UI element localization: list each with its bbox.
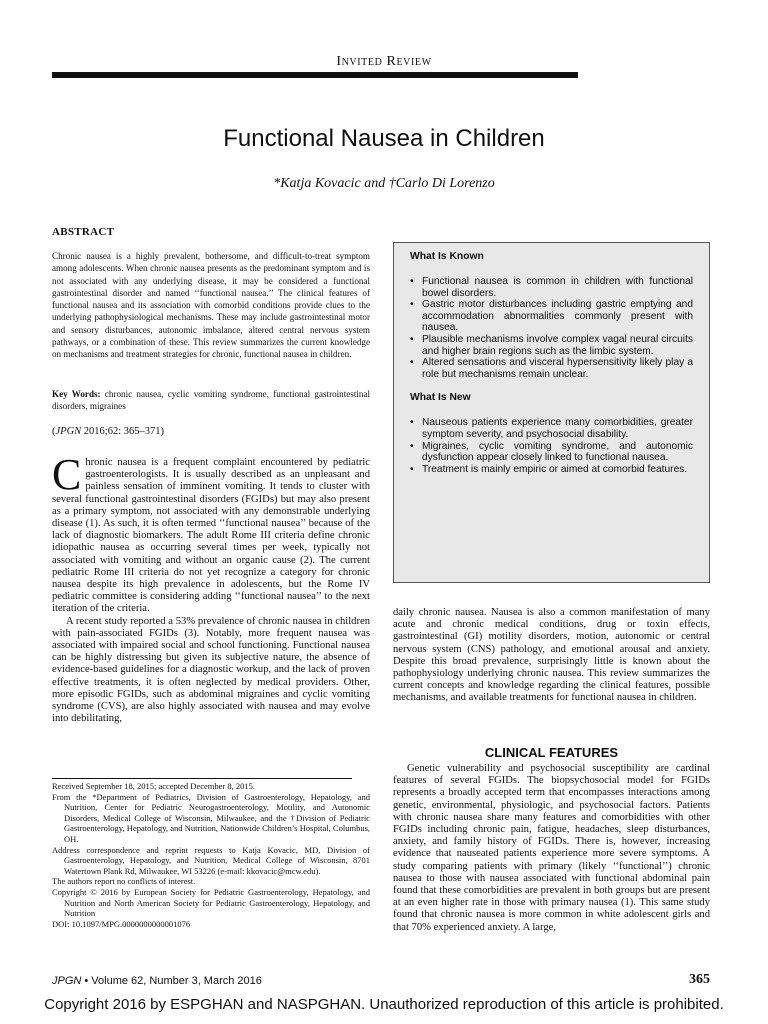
what-is-new-heading: What Is New (410, 392, 471, 404)
abstract-body: Chronic nausea is a highly prevalent, bothersome, and difficult-to-treat symptom among adolescents. When chronic nausea presents as the predominant symptom and is not associated with any underlying disease, it may be considered a functional gastrointestinal disorder and named ‘‘functional nausea.’’ The clinical features of functional nausea and its association with comorbid conditions provide clues to the underlying pathophysiological mechanisms. These may include gastrointestinal motor and sensory disturbances, autonomic imbalance, altered central nervous system pathways, or a combination of these. This review summarizes the current knowledge on mechanisms and treatment strategies for chronic, functional nausea in children. (52, 251, 370, 360)
footnote-received: Received September 18, 2015; accepted December 8, 2015. (52, 781, 255, 791)
list-item: • Functional nausea is common in children with functional bowel disorders. (410, 276, 693, 299)
keywords-text: chronic nausea, cyclic vomiting syndrome, functional gastrointestinal disorders, migraines (52, 389, 370, 412)
intro-paragraph (52, 450, 370, 616)
list-item: • Gastric motor disturbances including gastric emptying and accommodation abnormalities commonly present with nausea. (410, 299, 693, 334)
header-rule (52, 72, 578, 78)
list-item: • Migraines, cyclic vomiting syndrome, and autonomic dysfunction appear closely linked to functional nausea. (410, 441, 693, 464)
body-right-paragraph: daily chronic nausea. Nausea is also a common manifestation of many acute and chronic medical conditions, drug or toxin effects, gastrointestinal (GI) motility disorders, motion, autonomic or central nervous system (CNS) pathology, and emotional arousal and anxiety. Despite this broad prevalence, surprisingly little is known about the pathophysiology underlying chronic nausea. This review summarizes the current concepts and knowledge regarding the clinical features, possible mechanisms, and available treatments for functional nausea in children. (393, 607, 710, 704)
second-paragraph: A recent study reported a 53% prevalence of chronic nausea in children with pain-associated FGIDs (3). Notably, more frequent nausea was associated with impaired social and school functioning. Functional nausea can be highly distressing but given its subjective nature, the absence of evidence-based guidelines for a diagnostic workup, and the lack of proven effective treatments, it is often neglected by medical providers. Other, more episodic FGIDs, such as abdominal migraines and cyclic vomiting syndrome (CVS), are also highly associated with nausea and may evolve into debilitating, (52, 615, 370, 725)
clinical-features-heading: CLINICAL FEATURES (484, 745, 619, 760)
article-title: Functional Nausea in Children (223, 125, 545, 152)
citation-journal: JPGN (55, 426, 82, 437)
citation-details: 2016;62: 365–371) (83, 426, 165, 437)
what-is-known-list (410, 276, 693, 380)
intro-paragraph-text: hronic nausea is a frequent complaint encountered by pediatric gastroenterologists. It is usually described as an unpleasant and painless sensation of imminent vomiting. It tends to cluster with several functional gastrointestinal disorders (FGIDs) but may also present as a primary symptom, not associated with any demonstrable underlying disease (1). As such, it is often termed ‘‘functional nausea’’ because of the lack of diagnostic biomarkers. The adult Rome III criteria define chronic idiopathic nausea as occurring several times per week, typically not associated with vomiting and without an organic cause (2). The current pediatric Rome III criteria do not yet recognize a category for chronic nausea despite its high prevalence in adolescents, but the Rome IV pediatric committee is considering adding ‘‘functional nausea’’ to the next iteration of the criteria. (52, 457, 370, 615)
section-label: Invited Review (336, 54, 432, 69)
list-item: • Altered sensations and visceral hypersensitivity likely play a role but mechanisms remain unclear. (410, 357, 693, 380)
summary-box (393, 242, 710, 583)
article-authors: *Katja Kovacic and †Carlo Di Lorenzo (273, 176, 495, 191)
page-number: 365 (689, 972, 710, 987)
list-item: • Plausible mechanisms involve complex vagal neural circuits and higher brain regions such as the limbic system. (410, 334, 693, 357)
footnote-conflicts: The authors report no conflicts of interest. (52, 876, 196, 887)
footnote-doi: DOI: 10.1097/MPG.0000000000001076 (52, 918, 191, 929)
footer-issue: • Volume 62, Number 3, March 2016 (81, 975, 262, 987)
list-item: • Nauseous patients experience many comorbidities, greater symptom severity, and psychosocial disability. (410, 417, 693, 440)
keywords-label: Key Words: (52, 389, 101, 399)
list-item: • Treatment is mainly empiric or aimed at comorbid features. (410, 464, 693, 476)
abstract-heading: ABSTRACT (52, 226, 115, 238)
what-is-new-list (410, 417, 693, 475)
what-is-known-heading: What Is Known (410, 251, 484, 262)
citation: (JPGN 2016;62: 365–371) (52, 426, 165, 437)
drop-cap: C (52, 450, 82, 499)
copyright-notice: Copyright 2016 by ESPGHAN and NASPGHAN. Unauthorized reproduction of this article is prohibited. (44, 996, 724, 1013)
footnotes (52, 781, 370, 929)
journal-footer (52, 975, 262, 987)
keywords (52, 388, 370, 413)
footnote-affiliations: From the *Department of Pediatrics, Division of Gastroenterology, Hepatology, and Nutrition, Center for Pediatric Neurogastroenterology, Motility, and Autonomic Disorders, Medical College of Wisconsin, Milwaukee, and the †Division of Pediatric Gastroenterology, Hepatology, and Nutrition, Nationwide Children’s Hospital, Columbus, OH. (52, 791, 370, 844)
footnote-correspondence: Address correspondence and reprint requests to Katja Kovacic, MD, Division of Gastroenterology, Hepatology, and Nutrition, Medical College of Wisconsin, 8701 Watertown Plank Rd, Milwaukee, WI 53226 (e-mail: kkovacic@mcw.edu). (52, 844, 370, 876)
footnote-rule (52, 778, 352, 779)
clinical-features-paragraph: Genetic vulnerability and psychosocial susceptibility are cardinal features of several FGIDs. The biopsychosocial model for FGIDs represents a broadly accepted term that encompasses interactions among genetic, environmental, physiologic, and psychosocial factors. Patients with chronic nausea share many features and comorbidities with other FGIDs including chronic pain, fatigue, headaches, sleep disturbances, anxiety, and family history of FGIDs. There is, however, increasing evidence that nauseated patients experience more severe symptoms. A study comparing patients with primary (likely ‘‘functional’’) chronic nausea to those with nausea associated with functional abdominal pain found that these comorbidities are prevalent in both groups but are present at an even higher rate in those with primary nausea (1). This same study found that chronic nausea is more common in white adolescent girls and that 70% experienced anxiety. A large, (393, 763, 710, 933)
footnote-copyright: Copyright © 2016 by European Society for Pediatric Gastroenterology, Hepatology, and Nutrition and North American Society for Pediatric Gastroenterology, Hepatology, and Nutrition (52, 886, 370, 919)
footer-journal: JPGN (52, 975, 82, 987)
body-left-column (52, 450, 370, 725)
